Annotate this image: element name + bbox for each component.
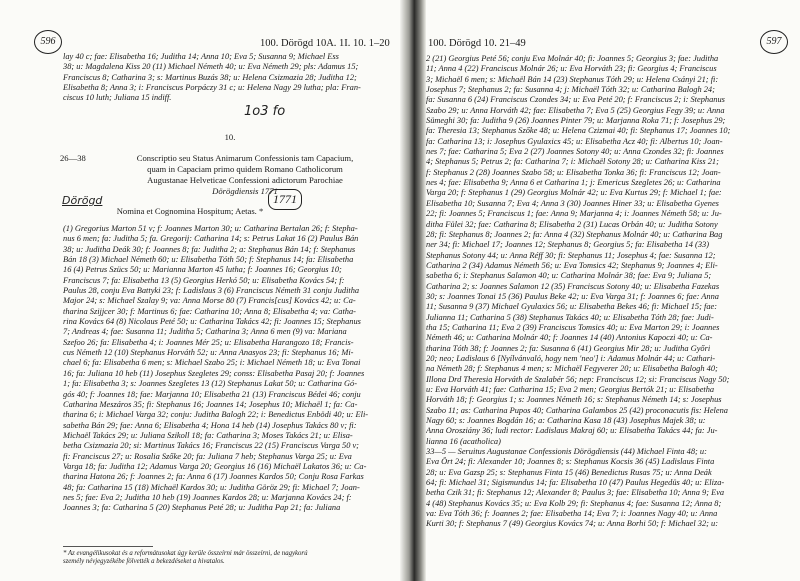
text-line: (1) Gregorius Marton 51 v; f: Joannes Marton 30; u: Catharina Bertalan 26; f: Stepha- [63, 224, 358, 233]
text-line: ciscus 10 luth; Juliana 15 indiff. [63, 93, 172, 103]
title-line: quam in Capaciam primo quidem Romano Catholicorum [147, 164, 343, 174]
left-running-header: 100. Dörögd 10A. 1I. 10. 1–20 [260, 38, 390, 49]
text-line: 38; u: Magdalena Kiss 20 (11) Michael Németh 40; u: Eva Németh 29; pls: Adamus 15; [63, 62, 359, 72]
footnote-line: * Az evangélikusokat és a reformátusokat úgy kerüle összeírni már összeírni, de nagykorú [63, 550, 308, 557]
text-line: 30; s: Joannes Tonai 15 (36) Paulus Beke 42; u: Eva Varga 31; f: Joannes 6; fae: Anna [426, 291, 719, 301]
text-line: rina Kovács 64 (8) Nicolaus Peté 50; u: Catharina Takács 42; fi: Joannes 15; Stephanus [63, 317, 361, 327]
text-line: na Németh 28; f: Stephanus 4 men; s: Michaël Fegyverer 20; u: Elisabetha Balogh 40; [426, 364, 718, 374]
left-top-block [63, 52, 393, 104]
text-line: nes 7; fae: Catharina 5; Eva 2 (27) Joannes Sotony 40; u: Anna Czondes 32; fi: Joannes [426, 147, 724, 157]
text-line: Elisabetha 8; Anna 3; i: Franciscus Porpáczy 31 c; u: Helena Nagy 29 lutha; pla: Fran- [63, 83, 361, 93]
text-line: 28; fi: Stephanus 8; Joannes 2; fa: Anna 4 (32) Stephanus Molnár 40; u: Catharina Bag [426, 229, 723, 239]
title-line: Augustanae Helveticae Confessioni adictorum Parochiae [147, 175, 343, 185]
section-number: 10. [224, 132, 236, 142]
text-line: sabetha Bán 29; fae: Anna 6; Elisabetha 4; Hona 14 heb (14) Josephus Takács 80 v; fi: [63, 420, 357, 430]
text-line: 38; u: Juditha Deák 30; f: Joannes 8; fa: Juditha 2; a: Stephanus Bán 14; f: Stephanus [63, 244, 356, 254]
title-line: Conscriptio seu Status Animarum Confessionis tam Capacium, [136, 153, 354, 163]
text-line: Julianna 11; Catharina 5 (38) Stephanus Takács 40; u: Elisabetha Tóth 28; fae: Judi- [426, 312, 714, 322]
text-line: va: Eva Tóth 36; f: Joannes 2; fae: Elisabetha 14; Eva 7; i: Joannes Nagy 40; u: Anna [426, 509, 718, 519]
text-line: ner 34; fi: Michael 17; Joannes 12; Stephanus 8; Georgius 5; fa: Elisabetha 14 (33) [426, 240, 709, 250]
text-line: Nagy 60; s: Joannes Bogdán 16; a: Catharina Kasa 18 (43) Josephus Majek 38; u: [426, 416, 706, 426]
text-line: Josephus 7; Stephanus 2; fa: Susanna 4; j: Michaël Tóth 32; u: Catharina Balogh 24; [426, 85, 715, 95]
text-line: Catharina 2; s: Joannes Salamon 12 (35) Franciscus Sotony 40; u: Elisabetha Fazekas [426, 281, 720, 291]
text-line: Paulus 28, conju Eva Battyki 23; f: Ladislaus 3 (6) Franciscus Németh 31 conju Juditha [63, 286, 360, 296]
text-line: 16 (4) Petrus Szücs 50; u: Marianna Marton 45 lutha; f: Joannes 16; Georgius 10; [63, 265, 342, 275]
text-line: u: Eva Horváth 41; fae: Catharina 15; Eva 2 men; Georgius Bertók 21; u: Elisabetha [426, 385, 715, 394]
text-line: Franciscus 7; fa: Elisabetha 13 (5) Georgius Herkó 50; u: Elisabetha Kovács 54; f: [63, 275, 345, 285]
text-line: Horváth 18; f: Georgius 1; s: Joannes Németh 16; s: Stephanus Németh 14; s: Josephus [426, 395, 722, 405]
text-line: tharina 6; i: Michael Varga 32; conju: Juditha Balogh 22; i: Benedictus Enbödi 40; u: Eli- [63, 410, 369, 420]
text-line: 7; Andreas 4; fae: Susanna 11; Juditha 5; Catharina 3; Anna 6 men (9) va: Mariana [63, 327, 347, 337]
text-line: nes 4; fae: Elisabetha 9; Anna 6 et Catharina 1; j: Emericus Szegletes 26; u: Catharina [426, 178, 721, 188]
text-line: chael 6; fa: Elisabetha 6 men; s: Michael Szabo 25; i: Michael Németh 18; u: Eva Tonai [63, 358, 361, 368]
text-line: sabetha 6; i: Stephanus Salamon 40; u: Catharina Molnár 38; fae: Eva 9; Juliana 5; [426, 271, 712, 281]
text-line: fa: Catharina 13; i: Josephus Gyulaxics 45; u: Elisabetha Acz 40; fi: Albertus 10; Joan- [426, 136, 723, 146]
text-line: 4; Stephanus 5; Petrus 2; fa: Catharina 7; i: Michaël Sotony 28; u: Catharina Kiss 21; [426, 157, 719, 167]
right-page-number: 597 [760, 30, 788, 54]
text-line: cus Németh 12 (10) Stephanus Horváth 52; u: Anna Anasyos 23; fi: Stephanus 16; Mi- [63, 348, 354, 358]
text-line: fi: Franciscus 27; u: Rosalia Szőke 20; fa: Juliana 7 heb; Stephanus Varga 25; u: Eva [63, 451, 352, 461]
text-line: Kurti 30; f: Stephanus 7 (49) Georgius Kovács 74; u: Anna Borhi 50; f: Michael 32; u: [426, 519, 719, 529]
text-line: betha Czik 31; fi: Stephanus 12; Alexander 8; Paulus 3; fae: Elisabetha 10; Anna 9; Eva [426, 488, 725, 498]
text-line: Varga 20; f: Stephanus 1 (29) Georgius Molnár 42; u: Eva Kurtus 29; f: Michael 1; fae: [426, 188, 722, 198]
text-line: tharina Tóth 38; f: Joannes 2; fa: Susanna 6 (41) Georgius Mir 28; u: Juditha Győri [426, 343, 711, 353]
text-line: lianna 16 (acatholica) [426, 436, 501, 446]
text-line: 28; u: Eva Gazsp 25; s: Stephanus Finta 15 (46) Benedictus Rusas 75; u: Anna Deák [426, 467, 712, 477]
text-line: f: Stephanus 2 (28) Joannes Szabo 58; u: Elisabetha Tonka 36; fi: Franciscus 12; Joan- [426, 167, 721, 177]
text-line: Catharina 2 (34) Adamus Németh 56; u: Eva Tomsics 42; Stephanus 9; Joannes 4; Eli- [426, 260, 718, 270]
text-line: nus 6 men; fa: Juditha 5; fa. Gregorij: Catharina 14; s: Petrus Lakat 16 (2) Paulus Bán [63, 234, 359, 244]
text-line: Szefoo 26; fa: Elisabetha 4; i: Joannes Mér 25; u: Elisabetha Harangozo 18; Francis- [63, 337, 354, 347]
text-line: Németh 46; u: Catharina Molnár 40; f: Joannes 14 (40) Antonius Kapoczi 40; u: Ca- [426, 333, 713, 343]
text-line: Michaël Takács 29; u: Juliana Szikoll 18; fa: Catharina 3; Moses Takács 21; u: Elisa- [63, 430, 353, 440]
handwritten-note: 1o3 fo [244, 104, 286, 119]
text-line: ditha Fülei 32; fae: Catharina 8; Elisabetha 2 (31) Lucas Orbán 40; u: Juditha Sotony [426, 219, 718, 229]
text-line: 4 (48) Stephanus Kovács 35; u: Eva Kolb 29; fi: Stephanus 4; fae: Susanna 12; Anna 8; [426, 498, 722, 508]
text-line: Major 24; s: Michael Szalay 9; va: Anna Morse 80 (7) Francis[cus] Kovács 42; u: Ca- [63, 296, 356, 306]
text-line: Elisabetha 10; Susanna 7; Eva 4; Anna 3 (30) Joannes Hiner 33; u: Elisabetha Gyenes [426, 198, 719, 208]
left-body-text [63, 224, 393, 514]
text-line: Illona Drd Theresia Horváth de Szalabér 56; nep: Franciscus 12; si: Franciscus Nagy 50; [426, 374, 730, 384]
text-line: nes 5; fae: Eva 2; Juditha 10 heb (19) Joannes Kardos 28; u: Marjanna Kovács 24; f: [63, 492, 352, 502]
text-line: Szabo 29; u: Anna Horváth 42; fae: Elisabetha 7; Eva 5 (25) Georgius Fegy 39; u: Anna [426, 105, 725, 115]
text-line: 2 (21) Georgius Peté 56; conju Eva Molnár 40; fi: Joannes 5; Georgius 3; fae: Juditha [426, 54, 719, 63]
text-line: fa: Theresia 13; Stephanus Szőke 48; u: Helena Czizmai 40; fi: Stephanus 17; Joannes 10; [426, 126, 731, 136]
book-spine [400, 0, 426, 581]
right-running-header: 100. Dörögd 10. 21–49 [428, 38, 526, 49]
text-line: Varga 18; fa: Juditha 12; Adamus Varga 20; Georgius 16 (16) Michaël Lakatos 36; u: Ca- [63, 461, 367, 471]
text-line: 20; neo; Ladislaus 6 [Nyílvánvaló, hogy nem 'neo'] i: Adamus Molnár 44; u: Cathari- [426, 353, 716, 363]
text-line: Stephanus Sotony 44; u: Anna Réff 30; fi: Stephanus 11; Josephus 4; fae: Susanna 12; [426, 250, 716, 260]
text-line: Franciscus 8; Catharina 3; s: Martinus Buzás 38; u: Helena Csizmazia 28; Juditha 12; [63, 72, 357, 82]
text-line: betha Csizmazia 20; si: Martinus Takács 16; Franciscus 22 (15) Franciscus Varga 50 v; [63, 441, 359, 451]
text-line: Bán 18 (3) Michael Németh 60; u: Elisabetha Tóth 50; f: Stephanus 14; fa: Elisabetha [63, 255, 354, 265]
footnote-line: személy névjegyzékébe fölvették a bekezdéseket a hivatalos. [63, 558, 225, 565]
text-line: Sümeghi 30; fa: Juditha 9 (26) Joannes Pinter 79; u: Marjanna Roka 71; f: Josephus 29; [426, 116, 726, 126]
text-line: lay 40 c; fae: Elisabetha 16; Juditha 14; Anna 10; Eva 5; Susanna 9; Michael Ess [63, 52, 339, 61]
text-line: 33—5 — Seruitus Augustanae Confessionis Dörögdiensis (44) Michael Finta 48; u: [426, 447, 707, 457]
text-line: 64; fi: Michael 31; Sigismundus 14; fa: Elisabetha 10 (47) Paulus Hegedüs 40; u: Eliza- [426, 478, 725, 488]
text-line: Joannes 3; fa: Catharina 5 (20) Stephanus Peté 28; u: Juditha Pap 21; fa: Juliana [63, 503, 341, 513]
left-page-number: 596 [34, 30, 62, 54]
text-line: 48; fa: Catharina 15 (18) Michaël Kardos 30; u: Juditha Göröz 29; fi: Michael 7; Joan- [63, 482, 360, 492]
document-title [100, 153, 390, 197]
text-line: gós 40; f: Joannes 18; fae: Marjanna 10; Elisabetha 21 (13) Franciscus Bédei 46; conju [63, 389, 361, 399]
text-line: tharina Szijjcer 30; f: Martinus 6; fae: Catharina 10; Anna 8; Elisabetha 4; va: Catha- [63, 306, 356, 316]
text-line: 1; fa: Elisabetha 3; s: Joannes Szegletes 13 (12) Stephanus Lakat 50; u: Catharina Gó- [63, 379, 358, 389]
text-line: Eva Ört 24; fi: Alexander 10; Joannes 8; s: Stephanus Kocsis 36 (45) Ladislaus Finta [426, 457, 715, 467]
title-line: Dörögdiensis 1771 [212, 186, 278, 196]
text-line: Anna Orosziány 36; ludi rector: Ladislaus Makraj 60; u: Elisabetha Takács 44; fa: Ju- [426, 426, 718, 436]
text-line: tharina Hatona 26; f: Joannes 2; fa: Anna 6 (17) Joannes Kardos 50; Conju Rosa Farkas [63, 472, 364, 482]
footnote [63, 550, 393, 566]
text-line: Catharina Meszáros 35; fi: Stephanus 16; Joannes 14; Josephus 10; Michaël 1; fa: Ca- [63, 399, 358, 409]
section-range: 26—38 [60, 153, 86, 163]
text-line: Szabo 11; as: Catharina Pupos 40; Catharina Galambos 25 (42) proconacutis fis: Helena [426, 405, 728, 415]
text-line: 22; fi: Joannes 5; Franciscus 1; fae: Anna 9; Marjanna 4; i: Joannes Németh 58; u: Ju- [426, 209, 722, 219]
text-line: 3; Michaël 6 men; s: Michaël Bán 14 (23) Stephanus Tóth 29; u: Helena Csányi 21; fi: [426, 74, 719, 84]
footnote-rule [63, 546, 153, 547]
text-line: fa: Susanna 6 (24) Franciscus Czondes 34; u: Eva Peté 20; f: Franciscus 2; i: Stephanus [426, 95, 725, 105]
year-circled: 1771 [268, 189, 302, 210]
village-handwritten: Dörögd [62, 194, 103, 207]
right-page [412, 0, 800, 581]
text-line: tha 15; Catharina 11; Eva 2 (39) Franciscus Tomsics 40; u: Eva Marton 29; i: Joannes [426, 322, 720, 332]
text-line: 11; Susanna 9 (37) Michael Gyulaxics 56; u: Elisabetha Bekes 46; fi: Michael 15; fae: [426, 302, 718, 312]
list-subtitle: Nomina et Cognomina Hospitum; Aetas. * [116, 206, 264, 216]
right-body-text [426, 54, 778, 530]
text-line: 16; fa: Juliana 10 heb (11) Josephus Szegletes 29; conss: Elisabetha Pasaj 20; f: Joannes [63, 368, 365, 378]
text-line: 11; Anna 4 (22) Franciscus Molnár 26; u: Eva Horváth 23; fi: Georgius 4; Franciscus [426, 64, 717, 74]
